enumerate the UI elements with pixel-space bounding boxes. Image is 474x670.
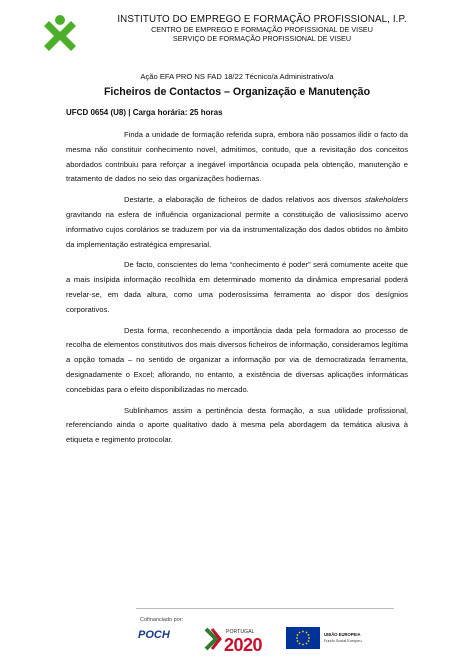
funding-footer [136, 608, 394, 661]
document-body [66, 128, 408, 454]
institution-name: INSTITUTO DO EMPREGO E FORMAÇÃO PROFISSIONAL, I.P. [117, 14, 407, 25]
portugal-label: PORTUGAL [226, 629, 255, 635]
eu-flag-icon [286, 627, 320, 649]
paragraph-3: De facto, conscientes do lema “conhecimento é poder” será comumente aceite que a mais insípida informação recolhida em determinado momento da dinâmica empresarial poderá revelar-se, em dada altura, como uma poderosíssima ferramenta ao dispor dos desígnios corporativos. [66, 260, 408, 314]
centre-name: CENTRO DE EMPREGO E FORMAÇÃO PROFISSIONAL DE VISEU [151, 24, 373, 34]
service-name: SERVIÇO DE FORMAÇÃO PROFISSIONAL DE VISEU [172, 33, 352, 43]
paragraph-2-text: Destarte, a elaboração de ficheiros de dados relativos aos diversos [124, 195, 365, 205]
paragraph-2 [66, 193, 408, 252]
ufcd-line: UFCD 0654 (U8) | Carga horária: 25 horas [66, 108, 223, 117]
paragraph-1: Finda a unidade de formação referida supra, embora não possamos ilidir o facto da mesma não constituir conhecimento novel, admitimos, contudo, que a revisitação dos conceitos abordados contribuiu para reforçar a inegável importância ocupada pela obtenção, manutenção e tratamento de dados no seio das organizações hodiernas. [66, 130, 408, 184]
page-title: Ficheiros de Contactos – Organização e Manutenção [103, 86, 371, 98]
eu-label: UNIÃO EUROPEIA [324, 632, 361, 637]
action-line: Ação EFA PRO NS FAD 18/22 Técnico/a Administrativo/a [140, 72, 334, 81]
stakeholders-term: stakeholders [364, 195, 408, 205]
paragraph-4: Desta forma, reconhecendo a importância dada pela formadora ao processo de recolha de elementos constitutivos dos mais diversos ficheiros de informação, consideramos legítima a opção tomada – no sentido de organizar a informação por via de democratizada ferramenta, designadamente o Excel; aflorando, no entanto, a existência de diversas aplicações informáticas concebidas para o efeito disponibilizadas no mercado. [66, 325, 408, 394]
cofinanced-label: Cofinanciado por: [140, 617, 184, 623]
esf-label: Fundo Social Europeu [324, 639, 362, 643]
institution-header [90, 14, 434, 44]
poch-logo: POCH [138, 629, 170, 641]
paragraph-5: Sublinhamos assim a pertinência desta formação, a sua utilidade profissional, referenciando ainda o aporte qualitativo dado à mesma pela abordagem da temática alusiva à etiqueta e regimento protocolar. [66, 405, 408, 445]
portugal-2020-mark-icon [204, 627, 222, 651]
iefp-logo-icon [40, 14, 80, 54]
paragraph-2-text-cont: gravitando na esfera de influência organizacional permite a constituição de valiosíssimo acervo informativo cujos corolários se traduzem por via da instrumentalização dos dados obtidos no âmbito da implementação estratégica empresarial. [66, 209, 408, 249]
year-label: 2020 [224, 635, 263, 655]
